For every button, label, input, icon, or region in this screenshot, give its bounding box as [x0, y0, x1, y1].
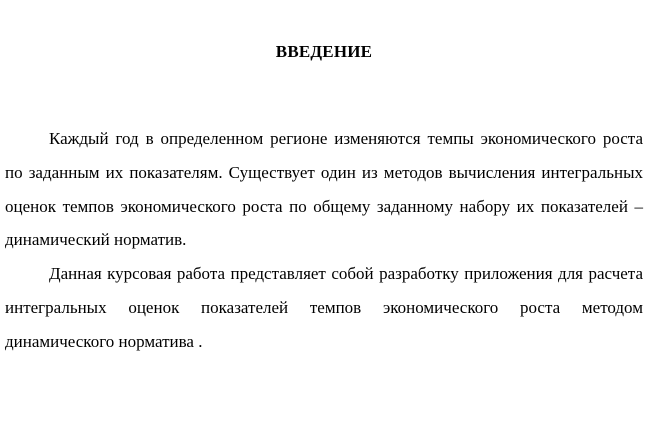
document-body: [5, 122, 643, 359]
paragraph-1: Каждый год в определенном регионе изменяются темпы экономического роста по заданным их показателям. Существует один из методов вычисления интегральных оценок темпов экономического роста по общему заданному набору их показателей – динамический норматив.: [5, 129, 643, 250]
section-title: ВВЕДЕНИЕ: [275, 42, 373, 61]
paragraph-2: Данная курсовая работа представляет собой разработку приложения для расчета интегральных оценок показателей темпов экономического роста методом динамического норматива .: [5, 264, 643, 351]
